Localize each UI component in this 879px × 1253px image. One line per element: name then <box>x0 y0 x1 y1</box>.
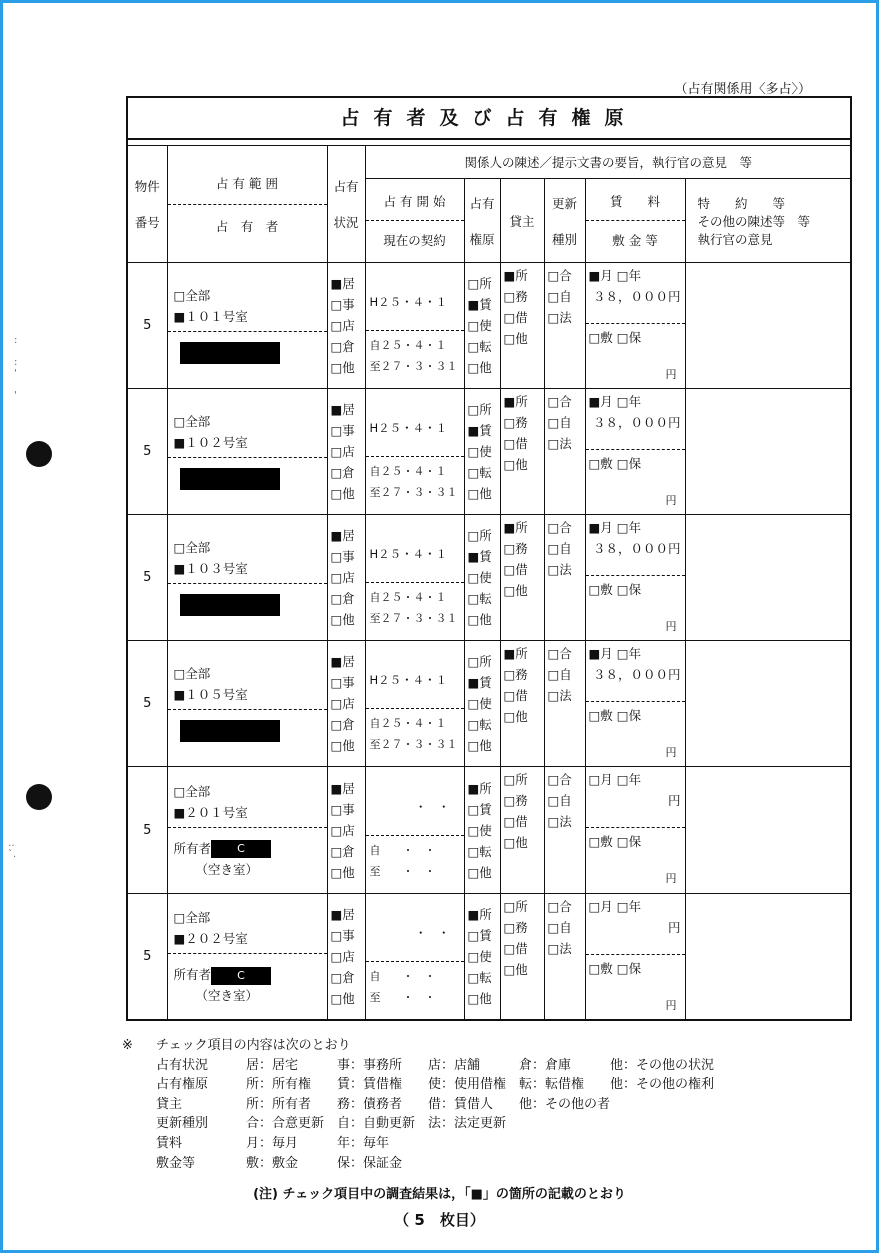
landlord-cell <box>500 894 544 1020</box>
special-cell <box>685 263 851 389</box>
status-item: □店 <box>330 949 355 964</box>
contract-from: 自２５・４・１ <box>369 717 447 730</box>
legend-key: 占有状況 <box>156 1057 209 1073</box>
rent-term: ■月 □年 <box>588 646 642 661</box>
right-item: □他 <box>467 612 492 627</box>
contract-from: 自２５・４・１ <box>369 339 447 352</box>
renewal-cell <box>544 389 585 515</box>
landlord-item: ■所 <box>503 646 528 661</box>
scope-room: ■１０５号室 <box>173 686 248 702</box>
contract-cell <box>365 767 464 894</box>
right-item: □転 <box>467 717 492 732</box>
landlord-item: □借 <box>503 562 528 577</box>
contract-to: 至２７・３・３１ <box>369 612 458 625</box>
contract-cell <box>365 263 464 389</box>
status-item: □事 <box>330 423 355 438</box>
page-number: （ 5 枚目） <box>394 1211 485 1229</box>
renewal-cell <box>544 767 585 894</box>
right-item: ■所 <box>467 780 492 796</box>
scope-room: ■２０１号室 <box>173 804 248 820</box>
right-item: □所 <box>467 276 492 291</box>
col-special-line1: 特 約 等 <box>697 195 786 211</box>
renewal-cell <box>544 894 585 1020</box>
punch-hole-bottom <box>26 784 52 810</box>
right-item: □他 <box>467 864 492 880</box>
rent-term: ■月 □年 <box>588 520 642 535</box>
start-date: H２５・４・１ <box>369 547 448 561</box>
scope-room: ■１０２号室 <box>173 434 248 450</box>
scope-all: □全部 <box>173 910 211 925</box>
landlord-cell <box>500 767 544 894</box>
renewal-item: □自 <box>547 667 572 682</box>
deposit-type: □敷 □保 <box>588 582 642 597</box>
rent-amount: 円 <box>667 793 681 808</box>
renewal-item: □法 <box>547 310 572 325</box>
landlord-item: □所 <box>503 899 528 914</box>
property-no: 5 <box>128 515 167 641</box>
rent-term: □月 □年 <box>588 899 642 914</box>
col-start <box>365 179 464 263</box>
legend-key: 賃料 <box>156 1135 183 1151</box>
legend-row <box>156 1134 714 1154</box>
legend-value: 月：毎月 年：毎年 <box>246 1135 390 1151</box>
status-item: □倉 <box>330 591 355 606</box>
deposit-type: □敷 □保 <box>588 708 642 723</box>
status-item: □倉 <box>330 465 355 480</box>
renewal-item: □自 <box>547 289 572 304</box>
right-item: □使 <box>467 949 492 964</box>
contract-from: 自２５・４・１ <box>369 591 447 604</box>
right-item: □使 <box>467 318 492 333</box>
right-item: □賃 <box>467 801 492 817</box>
status-item: □事 <box>330 801 355 817</box>
col-scope-line2: 占 有 者 <box>168 204 327 235</box>
right-item: □転 <box>467 970 492 985</box>
landlord-item: □務 <box>503 667 528 682</box>
renewal-item: □自 <box>547 541 572 556</box>
contract-to: 至 ・ ・ <box>369 991 436 1004</box>
occupant-redacted: C <box>211 840 271 858</box>
contract-cell <box>365 641 464 767</box>
deposit-type: □敷 □保 <box>588 834 642 849</box>
scope-cell <box>167 894 327 1020</box>
right-item: □他 <box>467 486 492 501</box>
right-item: □他 <box>467 738 492 753</box>
status-item: □他 <box>330 991 355 1006</box>
col-statement-group: 関係人の陳述／提示文書の要旨，執行官の意見 等 <box>365 146 851 179</box>
contract-cell <box>365 515 464 641</box>
status-item: ■居 <box>330 907 355 922</box>
status-item: □他 <box>330 738 355 753</box>
landlord-item: □他 <box>503 583 528 598</box>
scope-all: □全部 <box>173 287 211 303</box>
rent-term: ■月 □年 <box>588 268 642 283</box>
rent-amount: ３８，０００円 <box>592 667 681 682</box>
legend-value: 敷：敷金 保：保証金 <box>246 1155 403 1171</box>
legend-key: 貸主 <box>156 1096 183 1112</box>
redacted-occupant <box>180 342 280 364</box>
status-cell <box>327 767 365 894</box>
status-item: □倉 <box>330 843 355 859</box>
start-date: ・ ・ <box>415 926 450 940</box>
table-row <box>128 641 851 767</box>
right-cell <box>464 767 500 894</box>
redacted-occupant <box>180 594 280 616</box>
legend-row <box>156 1095 714 1115</box>
renewal-item: □合 <box>547 646 572 661</box>
legend-row <box>156 1056 714 1076</box>
col-special-line3: 執行官の意見 <box>697 231 773 247</box>
renewal-item: □自 <box>547 920 572 935</box>
occupant-note: （空き室） <box>195 988 259 1003</box>
legend-heading: チェック項目の内容は次のとおり <box>156 1038 351 1053</box>
scope-cell <box>167 263 327 389</box>
property-no: 5 <box>128 767 167 894</box>
footnote: (注) チェック項目中の調査結果は，「■」の箇所の記載のとおり <box>253 1187 626 1202</box>
special-cell <box>685 641 851 767</box>
deposit-yen: 円 <box>665 368 677 381</box>
contract-to: 至 ・ ・ <box>369 864 436 878</box>
right-cell <box>464 894 500 1020</box>
status-cell <box>327 515 365 641</box>
landlord-item: □務 <box>503 289 528 304</box>
landlord-item: ■所 <box>503 268 528 283</box>
status-item: ■居 <box>330 276 355 291</box>
landlord-item: □他 <box>503 835 528 850</box>
landlord-item: □他 <box>503 709 528 724</box>
landlord-item: □借 <box>503 310 528 325</box>
right-item: □所 <box>467 402 492 417</box>
table-row <box>128 389 851 515</box>
landlord-item: □借 <box>503 436 528 451</box>
scope-cell <box>167 389 327 515</box>
rent-cell <box>585 894 685 1020</box>
col-property-no <box>128 146 167 263</box>
status-item: □事 <box>330 549 355 564</box>
start-date: H２５・４・１ <box>369 673 448 687</box>
status-item: □事 <box>330 297 355 312</box>
col-renewal <box>544 179 585 263</box>
scope-cell <box>167 641 327 767</box>
col-status-line2: 状況 <box>333 215 359 230</box>
status-item: □倉 <box>330 970 355 985</box>
col-status-line1: 占有 <box>333 179 359 194</box>
landlord-cell <box>500 641 544 767</box>
landlord-item: ■所 <box>503 520 528 535</box>
landlord-cell <box>500 263 544 389</box>
col-renewal-line1: 更新 <box>551 195 577 211</box>
status-item: □店 <box>330 696 355 711</box>
renewal-item: □法 <box>547 436 572 451</box>
deposit-yen: 円 <box>665 872 677 885</box>
scope-cell <box>167 515 327 641</box>
status-item: □倉 <box>330 339 355 354</box>
col-property-no-line2: 番号 <box>134 215 160 230</box>
renewal-item: □合 <box>547 268 572 283</box>
status-item: ■居 <box>330 402 355 417</box>
right-item: □使 <box>467 696 492 711</box>
legend-key: 敷金等 <box>156 1155 196 1171</box>
deposit-type: □敷 □保 <box>588 961 642 976</box>
landlord-item: □務 <box>503 415 528 430</box>
renewal-item: □自 <box>547 415 572 430</box>
right-item: ■賃 <box>467 675 492 690</box>
renewal-item: □合 <box>547 772 572 787</box>
right-item: □賃 <box>467 928 492 943</box>
renewal-item: □自 <box>547 793 572 808</box>
status-cell <box>327 263 365 389</box>
right-item: □他 <box>467 991 492 1006</box>
right-item: □転 <box>467 591 492 606</box>
special-cell <box>685 767 851 894</box>
occupant-note: （空き室） <box>195 861 259 877</box>
status-item: □店 <box>330 318 355 333</box>
status-item: □他 <box>330 486 355 501</box>
rent-amount: 円 <box>667 920 681 935</box>
scope-room: ■１０１号室 <box>173 308 248 324</box>
occupant-label: 所有者 <box>173 967 212 982</box>
status-item: □店 <box>330 570 355 585</box>
renewal-cell <box>544 641 585 767</box>
right-item: □使 <box>467 570 492 585</box>
legend <box>122 1036 715 1173</box>
scope-room: ■２０２号室 <box>173 931 248 946</box>
status-item: ■居 <box>330 528 355 543</box>
scan-specks: : : ' ' <box>14 335 18 401</box>
status-item: □他 <box>330 360 355 375</box>
status-cell <box>327 894 365 1020</box>
scope-room: ■１０３号室 <box>173 560 248 576</box>
right-item: □転 <box>467 843 492 859</box>
legend-value: 合：合意更新 自：自動更新 法：法定更新 <box>246 1116 507 1132</box>
landlord-cell <box>500 515 544 641</box>
status-item: □倉 <box>330 717 355 732</box>
col-right-line1: 占有 <box>469 195 495 211</box>
landlord-item: □他 <box>503 457 528 472</box>
deposit-yen: 円 <box>665 620 677 633</box>
landlord-item: □務 <box>503 793 528 808</box>
scope-all: □全部 <box>173 783 211 799</box>
right-cell <box>464 641 500 767</box>
property-no: 5 <box>128 263 167 389</box>
right-cell <box>464 389 500 515</box>
legend-value: 居：居宅 事：事務所 店：店舗 倉：倉庫 他：その他の状況 <box>246 1057 715 1073</box>
scope-all: □全部 <box>173 539 211 555</box>
landlord-item: □務 <box>503 541 528 556</box>
special-cell <box>685 894 851 1020</box>
renewal-item: □合 <box>547 394 572 409</box>
special-cell <box>685 515 851 641</box>
landlord-item: □借 <box>503 688 528 703</box>
right-item: □所 <box>467 528 492 543</box>
renewal-item: □合 <box>547 899 572 914</box>
landlord-item: ■所 <box>503 394 528 409</box>
landlord-item: □他 <box>503 331 528 346</box>
deposit-yen: 円 <box>665 494 677 507</box>
contract-from: 自 ・ ・ <box>369 970 436 983</box>
property-no: 5 <box>128 389 167 515</box>
landlord-item: □所 <box>503 772 528 787</box>
col-special <box>685 179 851 263</box>
col-right-line2: 権原 <box>469 231 495 247</box>
legend-value: 所：所有権 賃：賃借権 使：使用借権 転：転借権 他：その他の権利 <box>246 1077 715 1093</box>
status-item: ■居 <box>330 780 355 796</box>
header-note: （占有関係用〈多占〉） <box>674 82 811 97</box>
deposit-yen: 円 <box>665 746 677 759</box>
table-row <box>128 263 851 389</box>
renewal-cell <box>544 263 585 389</box>
landlord-item: □借 <box>503 941 528 956</box>
table-row <box>128 515 851 641</box>
col-start-line2: 現在の契約 <box>366 220 464 249</box>
rent-cell <box>585 767 685 894</box>
table-row <box>128 894 851 1020</box>
col-rent <box>585 179 685 263</box>
contract-to: 至２７・３・３１ <box>369 360 458 373</box>
rent-amount: ３８，０００円 <box>592 415 681 430</box>
col-status <box>327 146 365 263</box>
col-start-line1: 占 有 開 始 <box>383 194 446 209</box>
deposit-type: □敷 □保 <box>588 456 642 471</box>
scan-specks-2: ‥ `. <box>8 838 17 860</box>
legend-key: 更新種別 <box>156 1116 209 1132</box>
col-special-line2: その他の陳述等 等 <box>697 213 811 229</box>
status-item: □店 <box>330 444 355 459</box>
col-rent-line1: 賃 料 <box>609 194 660 209</box>
legend-key: 占有権原 <box>156 1077 209 1093</box>
rent-cell <box>585 263 685 389</box>
start-date: ・ ・ <box>415 799 450 814</box>
contract-cell <box>365 389 464 515</box>
rent-amount: ３８，０００円 <box>592 541 681 556</box>
renewal-cell <box>544 515 585 641</box>
landlord-item: □借 <box>503 814 528 829</box>
table-title: 占有者及び占有権原 <box>128 98 850 140</box>
status-item: □店 <box>330 822 355 838</box>
occupancy-table <box>126 96 852 1021</box>
rent-cell <box>585 515 685 641</box>
right-cell <box>464 263 500 389</box>
scope-all: □全部 <box>173 665 211 681</box>
legend-row <box>156 1154 714 1174</box>
renewal-item: □合 <box>547 520 572 535</box>
rent-cell <box>585 389 685 515</box>
contract-cell <box>365 894 464 1020</box>
right-item: □転 <box>467 339 492 354</box>
renewal-item: □法 <box>547 562 572 577</box>
rent-term: □月 □年 <box>588 772 642 787</box>
special-cell <box>685 389 851 515</box>
rent-term: ■月 □年 <box>588 394 642 409</box>
scope-all: □全部 <box>173 413 211 429</box>
renewal-item: □法 <box>547 688 572 703</box>
contract-from: 自２５・４・１ <box>369 465 447 478</box>
renewal-item: □法 <box>547 941 572 956</box>
table-row <box>128 767 851 894</box>
rent-cell <box>585 641 685 767</box>
redacted-occupant <box>180 468 280 490</box>
landlord-cell <box>500 389 544 515</box>
col-rent-line2: 敷 金 等 <box>586 220 685 249</box>
status-cell <box>327 389 365 515</box>
occupant-label: 所有者 <box>173 840 212 856</box>
right-item: ■所 <box>467 907 492 922</box>
landlord-item: □他 <box>503 962 528 977</box>
col-renewal-line2: 種別 <box>551 231 577 247</box>
status-item: □事 <box>330 928 355 943</box>
status-item: ■居 <box>330 654 355 669</box>
right-item: □使 <box>467 444 492 459</box>
col-landlord: 貸主 <box>500 179 544 263</box>
status-item: □他 <box>330 864 355 880</box>
col-scope-line1: 占 有 範 囲 <box>216 175 278 191</box>
contract-from: 自 ・ ・ <box>369 843 436 857</box>
deposit-yen: 円 <box>665 999 677 1012</box>
contract-to: 至２７・３・３１ <box>369 738 458 751</box>
status-item: □他 <box>330 612 355 627</box>
col-property-no-line1: 物件 <box>134 179 160 194</box>
punch-hole-top <box>26 441 52 467</box>
right-item: ■賃 <box>467 423 492 438</box>
contract-to: 至２７・３・３１ <box>369 486 458 499</box>
status-cell <box>327 641 365 767</box>
renewal-item: □法 <box>547 814 572 829</box>
legend-mark: ※ <box>122 1038 133 1053</box>
start-date: H２５・４・１ <box>369 421 448 435</box>
rent-amount: ３８，０００円 <box>592 289 681 304</box>
landlord-item: □務 <box>503 920 528 935</box>
redacted-occupant <box>180 720 280 742</box>
right-cell <box>464 515 500 641</box>
legend-row <box>156 1114 714 1134</box>
property-no: 5 <box>128 641 167 767</box>
right-item: ■賃 <box>467 549 492 564</box>
occupancy-grid <box>128 145 851 1019</box>
right-item: □使 <box>467 822 492 838</box>
status-item: □事 <box>330 675 355 690</box>
occupant-redacted: C <box>211 967 271 985</box>
col-scope <box>167 146 327 263</box>
deposit-type: □敷 □保 <box>588 330 642 345</box>
right-item: □所 <box>467 654 492 669</box>
right-item: ■賃 <box>467 297 492 312</box>
legend-value: 所：所有者 務：債務者 借：賃借人 他：その他の者 <box>246 1096 611 1112</box>
property-no: 5 <box>128 894 167 1020</box>
right-item: □他 <box>467 360 492 375</box>
right-item: □転 <box>467 465 492 480</box>
legend-row <box>156 1075 714 1095</box>
start-date: H２５・４・１ <box>369 295 448 309</box>
col-right <box>464 179 500 263</box>
scope-cell <box>167 767 327 894</box>
